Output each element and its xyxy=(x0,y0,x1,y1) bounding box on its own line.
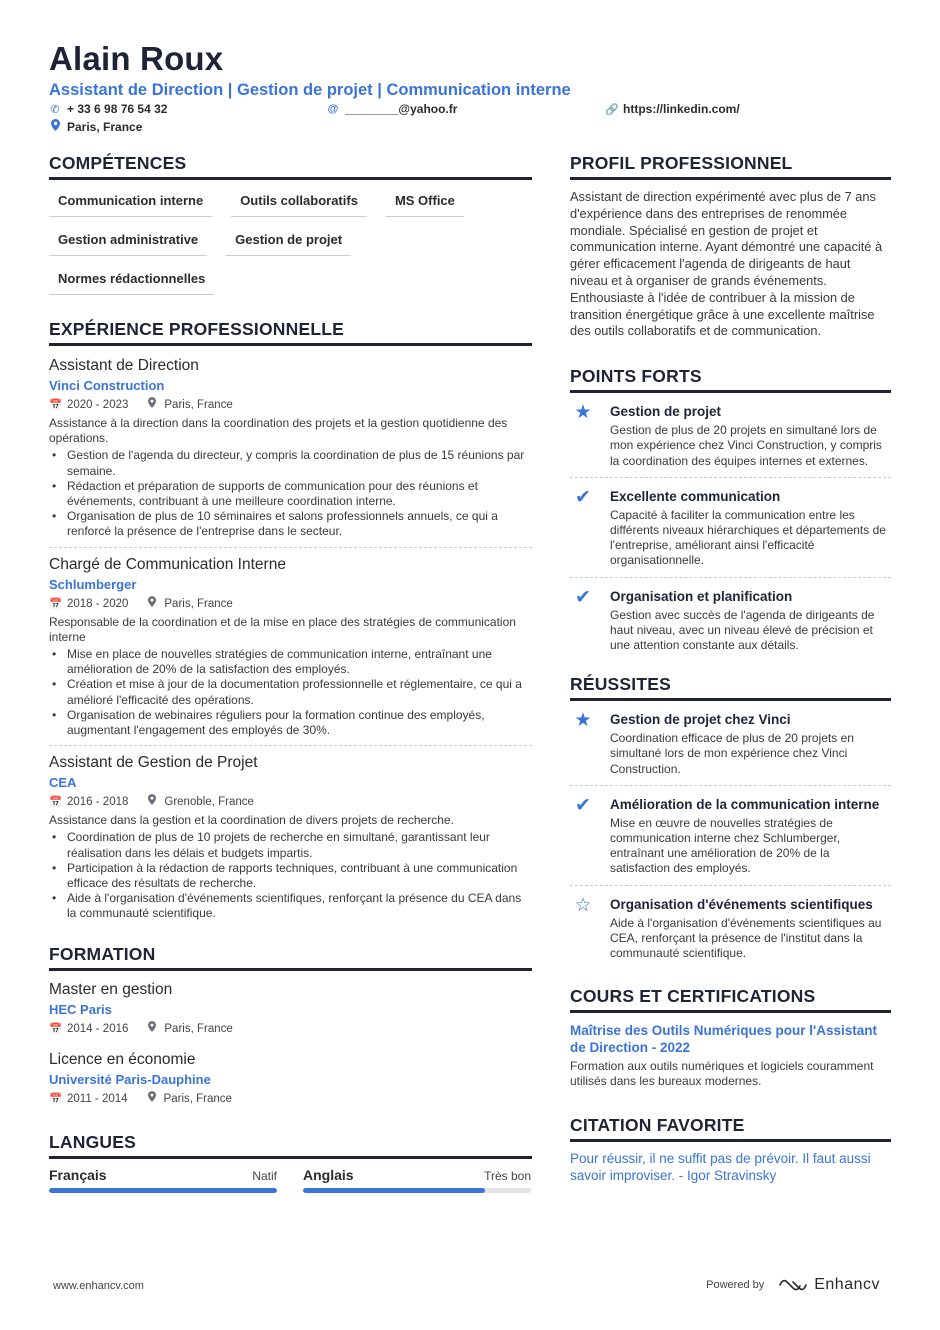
edu-dates: 2014 - 2016 xyxy=(67,1022,129,1035)
edu-meta xyxy=(49,1021,532,1037)
edu-meta xyxy=(49,1091,532,1107)
contact-info xyxy=(49,102,891,136)
footer-website[interactable]: www.enhancv.com xyxy=(53,1280,144,1292)
link-icon: 🔗 xyxy=(605,103,619,116)
job-company: Schlumberger xyxy=(49,576,137,592)
achievement-desc: Mise en œuvre de nouvelles stratégies de communication interne chez Schlumberger, entraînant une amélioration de 20% de la satisfaction des employés. xyxy=(610,815,841,876)
strengths-section xyxy=(570,365,891,661)
job-company: CEA xyxy=(49,775,77,791)
powered-by-text: Powered by xyxy=(706,1279,765,1291)
language-proficiency-fill xyxy=(303,1188,485,1193)
course-title: Maîtrise des Outils Numériques pour l'Assistant de Direction - 2022 xyxy=(570,1023,878,1056)
quote-heading: CITATION FAVORITE xyxy=(570,1114,891,1142)
job-bullet: • Mise en place de nouvelles stratégies de communication interne, entraînant une amélioration de 20% de la satisfaction des employés. xyxy=(49,647,532,677)
achievement-item xyxy=(570,792,891,886)
job-bullet: • Coordination de plus de 10 projets de recherche en simultané, garantissant leur réalisation dans les délais et budgets impartis. xyxy=(49,830,532,860)
strength-desc: Gestion de plus de 20 projets en simultané lors de mon expérience chez Vinci Construction, y compris la coordination des équipes internes et externes. xyxy=(610,423,882,468)
resume-header xyxy=(49,40,891,136)
job-role: Assistant de Gestion de Projet xyxy=(49,754,258,772)
language-level: Natif xyxy=(252,1168,277,1183)
experience-list xyxy=(49,346,532,929)
check-icon: ✔ xyxy=(575,586,591,608)
achievement-title: Organisation d'événements scientifiques xyxy=(610,896,873,912)
languages-list xyxy=(49,1159,532,1193)
language-name: Français xyxy=(49,1166,107,1183)
strength-title: Excellente communication xyxy=(610,488,781,504)
contact-location xyxy=(49,119,142,134)
calendar-icon: 📅 xyxy=(49,1092,63,1105)
job-role: Assistant de Direction xyxy=(49,357,199,374)
map-pin-icon xyxy=(146,1021,158,1037)
skill-tag: Gestion administrative xyxy=(49,230,207,256)
map-pin-icon xyxy=(146,1091,158,1107)
language-proficiency-bar xyxy=(303,1188,531,1193)
job-meta xyxy=(49,397,532,413)
left-column xyxy=(49,152,532,1193)
achievements-list xyxy=(570,701,891,969)
job-bullet: • Rédaction et préparation de supports de communication pour des réunions et événements, contribuant à une meilleure coordination interne. xyxy=(49,479,532,509)
job-bullets xyxy=(49,448,532,539)
job-location: Paris, France xyxy=(164,399,233,411)
quote-section xyxy=(570,1114,891,1185)
linkedin-text: https://linkedin.com/ xyxy=(623,102,740,116)
achievement-item xyxy=(570,707,891,786)
check-icon: ✔ xyxy=(575,794,591,816)
phone-icon: ✆ xyxy=(50,103,60,116)
contact-phone[interactable] xyxy=(49,102,167,116)
job-company: Vinci Construction xyxy=(49,378,165,393)
favorite-quote: Pour réussir, il ne suffit pas de prévoir. Il faut aussi savoir improviser. - Igor Stravinsky xyxy=(570,1150,871,1184)
skill-tag: Communication interne xyxy=(49,191,212,217)
job-description: Responsable de la coordination et de la mise en place des stratégies de communication interne xyxy=(49,614,516,644)
candidate-title: Assistant de Direction | Gestion de projet | Communication interne xyxy=(49,81,571,99)
job-bullets xyxy=(49,830,532,921)
job-entry xyxy=(49,356,532,548)
calendar-icon: 📅 xyxy=(49,597,63,610)
star-filled-icon: ★ xyxy=(574,402,592,424)
job-bullet: • Organisation de plus de 10 séminaires et salons professionnels annuels, ce qui a renforcé la présence de l'entreprise dans le secteur. xyxy=(49,509,532,539)
languages-section xyxy=(49,1131,532,1193)
star-outline-icon: ☆ xyxy=(574,894,592,916)
job-role: Chargé de Communication Interne xyxy=(49,555,286,573)
map-pin-icon xyxy=(146,596,158,612)
language-proficiency-bar xyxy=(49,1188,277,1193)
skill-tag: Outils collaboratifs xyxy=(231,191,367,217)
edu-school: Université Paris-Dauphine xyxy=(49,1071,211,1087)
language-proficiency-fill xyxy=(49,1188,277,1193)
job-meta xyxy=(49,596,532,612)
education-entry xyxy=(49,1041,532,1111)
edu-school: HEC Paris xyxy=(49,1001,112,1017)
job-bullet: • Participation à la rédaction de rapports techniques, contribuant à une communication efficace des résultats de recherche. xyxy=(49,861,532,891)
calendar-icon: 📅 xyxy=(49,796,63,809)
strength-title: Organisation et planification xyxy=(610,588,793,604)
experience-section xyxy=(49,318,532,929)
achievements-section xyxy=(570,673,891,969)
skills-heading: COMPÉTENCES xyxy=(49,152,532,180)
strength-desc: Gestion avec succès de l'agenda de dirigeants de haut niveau, avec un niveau élevé de précision et une attention constante aux détails. xyxy=(610,607,875,652)
job-bullets xyxy=(49,647,532,738)
language-name: Anglais xyxy=(303,1166,354,1183)
at-icon: @ xyxy=(327,103,339,115)
location-text: Paris, France xyxy=(67,119,143,134)
edu-location: Paris, France xyxy=(164,1022,233,1035)
calendar-icon: 📅 xyxy=(49,399,63,411)
job-bullet: • Aide à l'organisation d'événements scientifiques, renforçant la présence du CEA dans la communauté scientifique. xyxy=(49,891,532,921)
job-dates: 2018 - 2020 xyxy=(67,597,129,610)
experience-heading: EXPÉRIENCE PROFESSIONNELLE xyxy=(49,318,532,346)
right-column xyxy=(570,152,891,1185)
enhancv-logo[interactable] xyxy=(778,1276,880,1294)
job-description: Assistance dans la gestion et la coordination de divers projets de recherche. xyxy=(49,813,454,828)
skills-list xyxy=(49,180,532,295)
job-location: Grenoble, France xyxy=(164,796,254,809)
email-text: ________@yahoo.fr xyxy=(345,102,458,116)
job-entry xyxy=(49,753,532,928)
map-pin-icon xyxy=(146,397,158,413)
languages-heading: LANGUES xyxy=(49,1131,532,1159)
education-section xyxy=(49,943,532,1111)
strength-title: Gestion de projet xyxy=(610,404,722,420)
check-icon: ✔ xyxy=(575,486,591,508)
achievement-desc: Aide à l'organisation d'événements scientifiques au CEA, renforçant la présence de l'institut dans la communauté scientifique. xyxy=(610,915,882,961)
job-bullet: • Organisation de webinaires réguliers pour la formation continue des employés, augmentant l'engagement des employés de 30%. xyxy=(49,708,532,738)
job-location: Paris, France xyxy=(164,597,233,610)
job-entry xyxy=(49,555,532,747)
job-bullet: • Création et mise à jour de la documentation professionnelle et réglementaire, ce qui a amélioré l'efficacité des opérations. xyxy=(49,677,532,707)
enhancv-brand-name: Enhancv xyxy=(814,1276,880,1293)
skills-section xyxy=(49,152,532,295)
strengths-heading: POINTS FORTS xyxy=(570,365,891,393)
education-entry xyxy=(49,971,532,1041)
calendar-icon: 📅 xyxy=(49,1022,63,1035)
profile-heading: PROFIL PROFESSIONNEL xyxy=(570,152,891,180)
strength-item xyxy=(570,399,891,478)
language-entry xyxy=(303,1167,531,1193)
education-heading: FORMATION xyxy=(49,943,532,971)
strength-item xyxy=(570,484,891,578)
language-entry xyxy=(49,1167,277,1193)
job-description: Assistance à la direction dans la coordination des projets et la gestion quotidienne des opérations. xyxy=(49,416,508,446)
courses-heading: COURS ET CERTIFICATIONS xyxy=(570,985,891,1013)
edu-dates: 2011 - 2014 xyxy=(67,1092,128,1105)
strength-desc: Capacité à faciliter la communication entre les différents niveaux hiérarchiques et départements de l'entreprise, améliorant ainsi l'efficacité organisationnelle. xyxy=(610,507,886,568)
edu-degree: Licence en économie xyxy=(49,1050,196,1068)
enhancv-logo-icon xyxy=(778,1277,808,1293)
job-meta xyxy=(49,794,532,810)
achievement-desc: Coordination efficace de plus de 20 projets en simultané lors de mon expérience chez Vinci Construction. xyxy=(610,731,854,776)
job-bullet: • Gestion de l'agenda du directeur, y compris la coordination de plus de 15 réunions par semaine. xyxy=(49,448,532,478)
language-level: Très bon xyxy=(484,1168,531,1183)
job-dates: 2020 - 2023 xyxy=(67,399,129,411)
course-desc: Formation aux outils numériques et logiciels couramment utilisés dans les bureaux modernes. xyxy=(570,1059,874,1089)
contact-linkedin[interactable] xyxy=(605,102,740,116)
skill-tag: Gestion de projet xyxy=(226,230,351,256)
candidate-name: Alain Roux xyxy=(49,40,224,77)
profile-section xyxy=(570,152,891,340)
achievement-title: Amélioration de la communication interne xyxy=(610,796,880,812)
footer-branding xyxy=(706,1276,880,1294)
achievements-heading: RÉUSSITES xyxy=(570,673,891,701)
courses-section xyxy=(570,985,891,1089)
skill-tag: Normes rédactionnelles xyxy=(49,269,214,295)
edu-degree: Master en gestion xyxy=(49,980,173,998)
map-pin-icon xyxy=(49,119,61,134)
contact-email[interactable] xyxy=(327,102,457,116)
star-filled-icon: ★ xyxy=(574,710,592,732)
edu-location: Paris, France xyxy=(163,1092,232,1105)
strength-item xyxy=(570,584,891,662)
profile-summary: Assistant de direction expérimenté avec plus de 7 ans d'expérience dans des entreprises de renommée mondiale. Spécialisé en gestion de projet et communication interne. Ayant démontré une capacité à gérer efficacement l'agenda de dirigeants de haut niveau et à organiser de grands événements. Enthousiaste à l'idée de contribuer à la mission de transition énergétique grâce à une excellente maîtrise des outils collaboratifs et de communication. xyxy=(570,189,883,339)
achievement-title: Gestion de projet chez Vinci xyxy=(610,712,791,728)
achievement-item xyxy=(570,892,891,970)
strengths-list xyxy=(570,393,891,661)
skill-tag: MS Office xyxy=(386,191,464,217)
map-pin-icon xyxy=(146,794,158,810)
job-dates: 2016 - 2018 xyxy=(67,796,129,809)
phone-text: + 33 6 98 76 54 32 xyxy=(67,102,168,116)
